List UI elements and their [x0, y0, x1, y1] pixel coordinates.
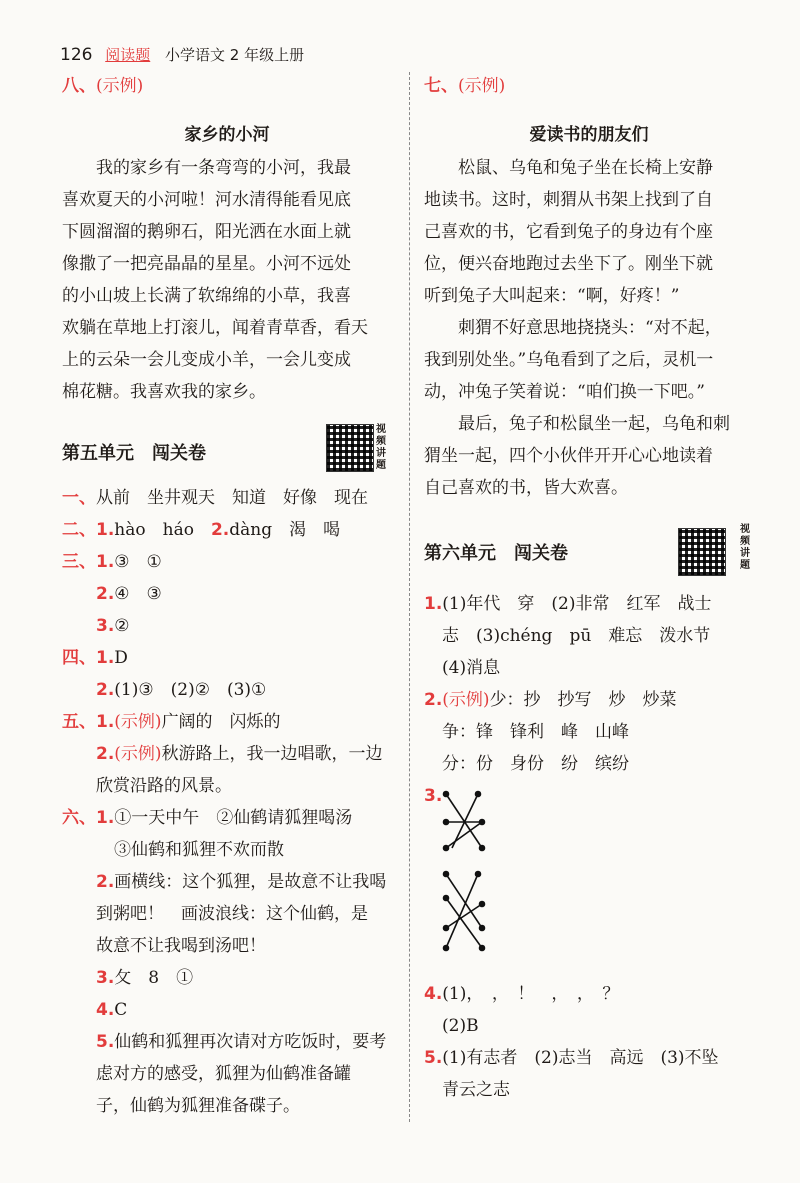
text-span: 一、	[62, 488, 96, 508]
answer-6-4	[62, 994, 392, 1026]
text-span: 2.	[96, 744, 115, 764]
text-span: 像撒了一把亮晶晶的星星。小河不远处	[62, 254, 351, 274]
answer-6-5-cont2: 子，仙鹤为狐狸准备碟子。	[96, 1096, 300, 1116]
section-8-heading	[62, 70, 392, 102]
column-divider	[409, 72, 410, 1122]
answer-5-2	[62, 738, 392, 770]
answer-5	[424, 1042, 754, 1074]
essay-title: 家乡的小河	[184, 125, 270, 145]
qr-label: 视频讲题	[740, 524, 750, 571]
text-span: 喜欢夏天的小河啦！河水清得能看见底	[62, 190, 351, 210]
essay-body	[62, 152, 392, 408]
text-span: 刺猬不好意思地挠挠头：“对不起，	[458, 318, 722, 338]
matching-lines-diagram	[438, 788, 498, 978]
text-span: 4.	[424, 984, 443, 1004]
text-span: ②	[114, 616, 130, 636]
text-span: 4.	[96, 1000, 115, 1020]
answer-6-5-cont1: 虑对方的感受，狐狸为仙鹤准备罐	[96, 1064, 351, 1084]
answer-1-cont2: (4)消息	[442, 658, 501, 678]
text-span: ①一天中午 ②仙鹤请狐狸喝汤	[114, 808, 353, 828]
left-column	[62, 70, 392, 1122]
answer-1	[62, 482, 392, 514]
text-span: 少：抄 抄写 炒 炒菜	[489, 690, 677, 710]
page-number: 126	[60, 45, 93, 65]
text-span: (示例)	[114, 744, 162, 764]
text-span: 广阔的 闪烁的	[161, 712, 281, 732]
answer-5-cont: 青云之志	[442, 1080, 510, 1100]
text-span: 1.	[424, 594, 443, 614]
text-span: 2.	[424, 690, 443, 710]
answer-6-5	[62, 1026, 392, 1058]
text-span: 猬坐一起，四个小伙伴开开心心地读着	[424, 446, 713, 466]
text-span: (1)年代 穿 (2)非常 红军 战士	[442, 594, 712, 614]
answer-6-1-cont: ③仙鹤和狐狸不欢而散	[114, 840, 284, 860]
answer-4-1	[62, 642, 392, 674]
text-span: ③ ①	[114, 552, 162, 572]
answer-4-cont: (2)B	[442, 1016, 479, 1036]
text-span: 听到兔子大叫起来：“啊，好疼！”	[424, 286, 680, 306]
text-span: dàng 渴 喝	[229, 520, 341, 540]
answer-2	[62, 514, 392, 546]
text-span: D	[114, 648, 128, 668]
text-span: 地读书。这时，刺猬从书架上找到了自	[424, 190, 713, 210]
text-span: 第五单元 闯关卷	[62, 443, 206, 464]
qr-code-icon[interactable]	[326, 424, 374, 472]
text-span: 动，冲兔子笑着说：“咱们换一下吧。”	[424, 382, 705, 402]
answer-6-3	[62, 962, 392, 994]
answer-4-2	[62, 674, 392, 706]
text-span: ④ ③	[114, 584, 162, 604]
text-span: 3.	[424, 786, 443, 806]
text-span: 仙鹤和狐狸再次请对方吃饭时，要考	[114, 1032, 387, 1052]
text-span: 画横线：这个狐狸，是故意不让我喝	[114, 872, 387, 892]
right-column	[424, 70, 754, 1106]
text-span: C	[114, 1000, 128, 1020]
text-span: 上的云朵一会儿变成小羊，一会儿变成	[62, 350, 351, 370]
text-span: 第六单元 闯关卷	[424, 543, 568, 564]
text-span: 5.	[96, 1032, 115, 1052]
text-span: 四、1.	[62, 648, 115, 668]
text-span: 3.	[96, 616, 115, 636]
text-span: hào háo	[114, 520, 194, 540]
text-span: 七、	[424, 76, 458, 96]
unit-6-heading	[424, 522, 754, 582]
section-7-heading	[424, 70, 754, 102]
text-span: 二、1.	[62, 520, 115, 540]
section-tag: 阅读题	[105, 46, 151, 64]
answer-5-1	[62, 706, 392, 738]
text-span: 三、1.	[62, 552, 115, 572]
text-span: 棉花糖。我喜欢我的家乡。	[62, 382, 266, 402]
answer-3-3	[62, 610, 392, 642]
page-header	[60, 44, 304, 65]
answer-5-2-cont: 欣赏沿路的风景。	[96, 776, 232, 796]
text-span: 的小山坡上长满了软绵绵的小草，我喜	[62, 286, 351, 306]
text-span: (1)有志者 (2)志当 高远 (3)不坠	[442, 1048, 719, 1068]
text-span: (示例)	[96, 76, 144, 96]
text-span: 2.	[96, 872, 115, 892]
answer-6-2-cont2: 故意不让我喝到汤吧！	[96, 936, 266, 956]
text-span: 攵 8 ①	[114, 968, 194, 988]
answer-6-1	[62, 802, 392, 834]
essay-body	[424, 152, 754, 504]
text-span: 3.	[96, 968, 115, 988]
answer-6-2-cont1: 到粥吧！ 画波浪线：这个仙鹤，是	[96, 904, 368, 924]
answer-3-1	[62, 546, 392, 578]
text-span: 己喜欢的书，它看到兔子的身边有个座	[424, 222, 713, 242]
answer-2	[424, 684, 754, 716]
text-span: (示例)	[114, 712, 162, 732]
answer-4	[424, 978, 754, 1010]
text-span: (示例)	[458, 76, 506, 96]
text-span: 我的家乡有一条弯弯的小河，我最	[96, 158, 351, 178]
text-span: (1)， ， ！ ， ， ？	[442, 984, 620, 1004]
text-span: 下圆溜溜的鹅卵石，阳光洒在水面上就	[62, 222, 351, 242]
text-span: 松鼠、乌龟和兔子坐在长椅上安静	[458, 158, 713, 178]
answer-2-cont1: 争：锋 锋利 峰 山峰	[442, 722, 629, 742]
unit-5-heading	[62, 422, 392, 482]
answer-2-cont2: 分：份 身份 纷 缤纷	[442, 754, 629, 774]
text-span: 从前 坐井观天 知道 好像 现在	[96, 488, 368, 508]
book-title: 小学语文 2 年级上册	[165, 46, 305, 64]
answer-1	[424, 588, 754, 620]
qr-code-icon[interactable]	[678, 528, 726, 576]
text-span: 八、	[62, 76, 96, 96]
text-span: 最后，兔子和松鼠坐一起，乌龟和刺	[458, 414, 730, 434]
text-span: 2.	[210, 520, 230, 540]
text-span: 五、1.	[62, 712, 115, 732]
text-span: 位，便兴奋地跑过去坐下了。刚坐下就	[424, 254, 713, 274]
text-span: 秋游路上，我一边唱歌，一边	[161, 744, 383, 764]
answer-1-cont1: 志 (3)chéng pū 难忘 泼水节	[442, 626, 711, 646]
text-span: (1)③ (2)② (3)①	[114, 680, 267, 700]
text-span: 自己喜欢的书，皆大欢喜。	[424, 478, 628, 498]
answer-6-2	[62, 866, 392, 898]
text-span: 2.	[96, 680, 115, 700]
text-span: 六、1.	[62, 808, 115, 828]
text-span: (示例)	[442, 690, 490, 710]
essay-title: 爱读书的朋友们	[529, 125, 649, 145]
text-span: 欢躺在草地上打滚儿，闻着青草香，看天	[62, 318, 368, 338]
qr-label: 视频讲题	[376, 424, 386, 471]
text-span: 2.	[96, 584, 115, 604]
answer-3-2	[62, 578, 392, 610]
text-span: 我到别处坐。”乌龟看到了之后，灵机一	[424, 350, 714, 370]
text-span: 5.	[424, 1048, 443, 1068]
